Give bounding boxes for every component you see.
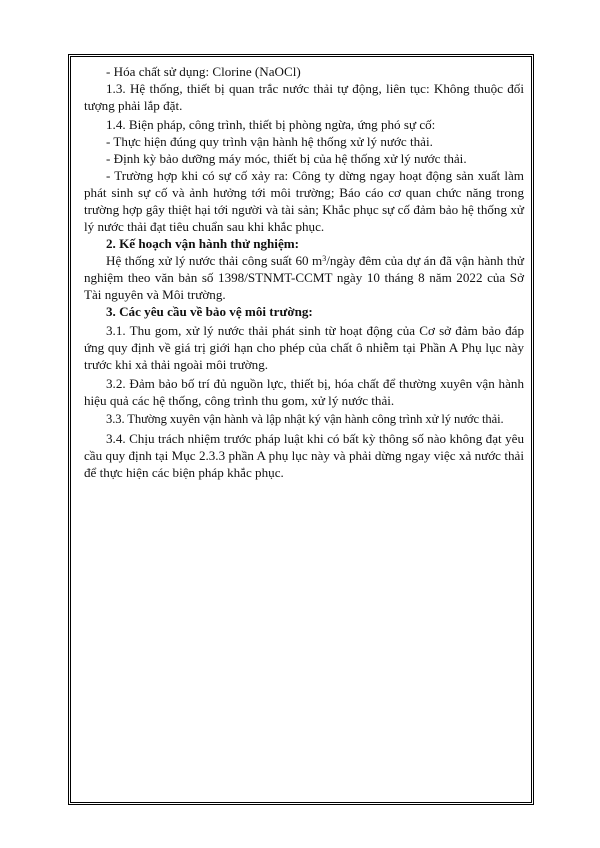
chemical-line: - Hóa chất sử dụng: Clorine (NaOCl): [106, 64, 301, 79]
trial-run-text-start: Hệ thống xử lý nước thải công suất 60 m: [106, 253, 323, 268]
section-3-2: 3.2. Đảm bảo bố trí đủ nguồn lực, thiết bị, hóa chất để thường xuyên vận hành hiệu quả các hệ thống, công trình thu gom, xử lý nước thải.: [84, 376, 524, 408]
section-1-4-heading: 1.4. Biện pháp, công trình, thiết bị phòng ngừa, ứng phó sự cố:: [106, 117, 436, 132]
section-3-3: 3.3. Thường xuyên vận hành và lập nhật ký vận hành công trình xử lý nước thải.: [106, 412, 504, 426]
section-3-1: 3.1. Thu gom, xử lý nước thải phát sinh từ hoạt động của Cơ sở đảm bảo đáp ứng quy định về giá trị giới hạn cho phép của chất ô nhiễm tại Phần A Phụ lục này trước khi xả thải ngoài môi trường.: [84, 323, 524, 372]
bullet-incident-response: - Trường hợp khi có sự cố xảy ra: Công ty dừng ngay hoạt động sản xuất làm phát sinh sự cố và ảnh hưởng tới môi trường; Báo cáo cơ quan chức năng trong trường hợp gây thiệt hại tới người và tài sản; Khắc phục sự cố đảm bảo hệ thống xử lý nước thải đạt tiêu chuẩn sau khi khắc phục.: [84, 168, 524, 234]
cubic-exponent: 3: [322, 254, 327, 263]
section-2-heading: 2. Kế hoạch vận hành thử nghiệm:: [106, 236, 300, 251]
trial-run-authority: của Sở Tài nguyên và Môi trường.: [84, 270, 524, 302]
section-2-body: [84, 252, 524, 303]
bullet-operate-procedure: - Thực hiện đúng quy trình vận hành hệ thống xử lý nước thải.: [106, 134, 433, 149]
trial-run-text-end: /ngày đêm của dự án đã vận hành thử nghiệm theo văn bản số 1398/STNMT-CCMT ngày 10 tháng 8 năm 2022: [84, 253, 525, 285]
section-3-4: 3.4. Chịu trách nhiệm trước pháp luật khi có bất kỳ thông số nào không đạt yêu cầu quy định tại Mục 2.3.3 phần A phụ lục này và phải dừng ngay việc xả nước thải để thực hiện các biện pháp khắc phục.: [84, 431, 524, 480]
document-body: [84, 63, 524, 481]
section-1-3: 1.3. Hệ thống, thiết bị quan trắc nước thải tự động, liên tục: Không thuộc đối tượng phải lắp đặt.: [84, 81, 524, 113]
section-3-heading: 3. Các yêu cầu về bảo vệ môi trường:: [106, 304, 313, 319]
bullet-maintenance: - Định kỳ bảo dưỡng máy móc, thiết bị của hệ thống xử lý nước thải.: [106, 151, 467, 166]
